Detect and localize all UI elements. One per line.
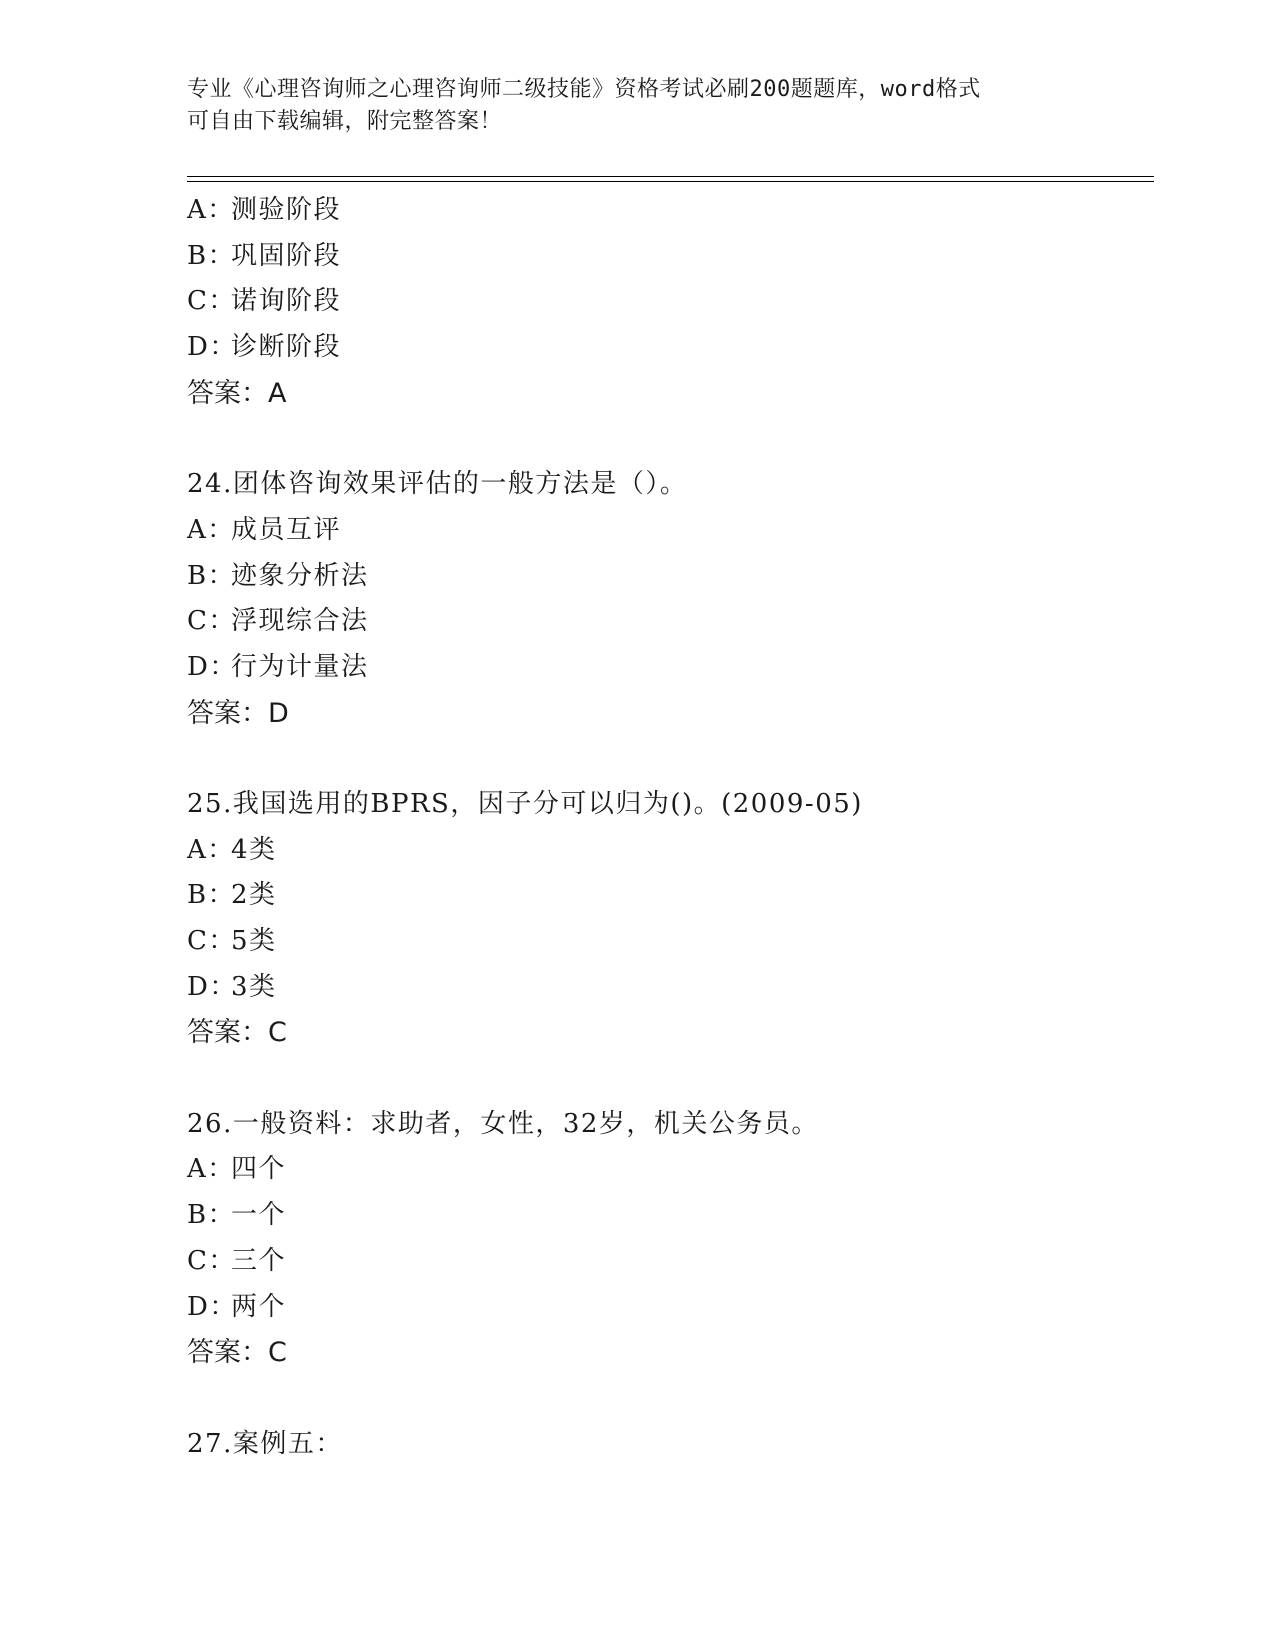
option-a	[187, 1147, 1147, 1193]
option-letter: C：	[187, 926, 236, 956]
page-header	[187, 74, 1067, 138]
answer-line: 答案：C	[187, 1337, 287, 1369]
option-letter: D：	[187, 971, 237, 1002]
option-letter: A：	[187, 1154, 235, 1185]
option-text: 三个	[231, 1245, 287, 1276]
option-b	[187, 1193, 1147, 1239]
option-d	[187, 645, 1147, 691]
option-d	[187, 1285, 1147, 1331]
option-text: 迹象分析法	[231, 560, 369, 591]
option-text: 巩固阶段	[231, 240, 342, 271]
option-text: 5类	[231, 926, 277, 956]
header-divider-bottom	[187, 181, 1154, 182]
question-block-26	[187, 1102, 1147, 1376]
option-letter: A：	[187, 514, 235, 545]
option-letter: B：	[187, 560, 236, 591]
option-text: 行为计量法	[231, 651, 369, 682]
answer-line: 答案：C	[187, 1017, 287, 1049]
option-text: 3类	[231, 971, 277, 1002]
question-block-23	[187, 188, 1147, 416]
option-c	[187, 919, 1147, 965]
question-stem: 24.团体咨询效果评估的一般方法是（）。	[187, 469, 688, 500]
block-spacer	[187, 416, 1147, 462]
block-spacer	[187, 1056, 1147, 1102]
option-b	[187, 234, 1147, 280]
option-letter: D：	[187, 651, 237, 682]
header-title-line-2: 可自由下载编辑，附完整答案！	[187, 109, 503, 134]
option-text: 成员互评	[231, 514, 342, 545]
block-spacer	[187, 736, 1147, 782]
option-a	[187, 828, 1147, 874]
option-text: 诺询阶段	[231, 286, 342, 317]
option-letter: C：	[187, 286, 236, 317]
option-c	[187, 599, 1147, 645]
answer-line: 答案：D	[187, 697, 289, 729]
question-block-27	[187, 1422, 1147, 1468]
option-letter: B：	[187, 880, 236, 911]
answer-line: 答案：A	[187, 377, 287, 409]
question-list	[187, 188, 1147, 1467]
question-stem: 27.案例五：	[187, 1428, 343, 1459]
option-text: 一个	[231, 1200, 287, 1231]
option-a	[187, 188, 1147, 234]
question-stem: 25.我国选用的BPRS，因子分可以归为()。(2009-05)	[187, 788, 863, 819]
option-letter: A：	[187, 195, 235, 225]
option-c	[187, 1239, 1147, 1285]
option-letter: D：	[187, 1291, 237, 1322]
option-text: 诊断阶段	[231, 332, 342, 363]
option-letter: A：	[187, 834, 235, 865]
option-text: 测验阶段	[231, 195, 342, 225]
option-a	[187, 508, 1147, 554]
option-b	[187, 554, 1147, 600]
block-spacer	[187, 1376, 1147, 1422]
option-c	[187, 279, 1147, 325]
header-divider-top	[187, 176, 1154, 177]
option-d	[187, 965, 1147, 1011]
option-text: 四个	[231, 1154, 287, 1185]
header-title-line-1: 专业《心理咨询师之心理咨询师二级技能》资格考试必刷200题题库，word格式	[187, 77, 981, 102]
question-block-24	[187, 462, 1147, 736]
question-block-25	[187, 782, 1147, 1056]
option-text: 浮现综合法	[231, 606, 369, 637]
option-letter: D：	[187, 332, 237, 363]
option-text: 2类	[231, 880, 277, 911]
question-stem: 26.一般资料：求助者，女性，32岁，机关公务员。	[187, 1108, 819, 1139]
option-letter: C：	[187, 1245, 236, 1276]
option-b	[187, 873, 1147, 919]
option-text: 4类	[231, 834, 277, 865]
option-letter: B：	[187, 1200, 236, 1231]
option-text: 两个	[231, 1291, 287, 1322]
option-d	[187, 325, 1147, 371]
option-letter: C：	[187, 606, 236, 637]
option-letter: B：	[187, 240, 236, 271]
